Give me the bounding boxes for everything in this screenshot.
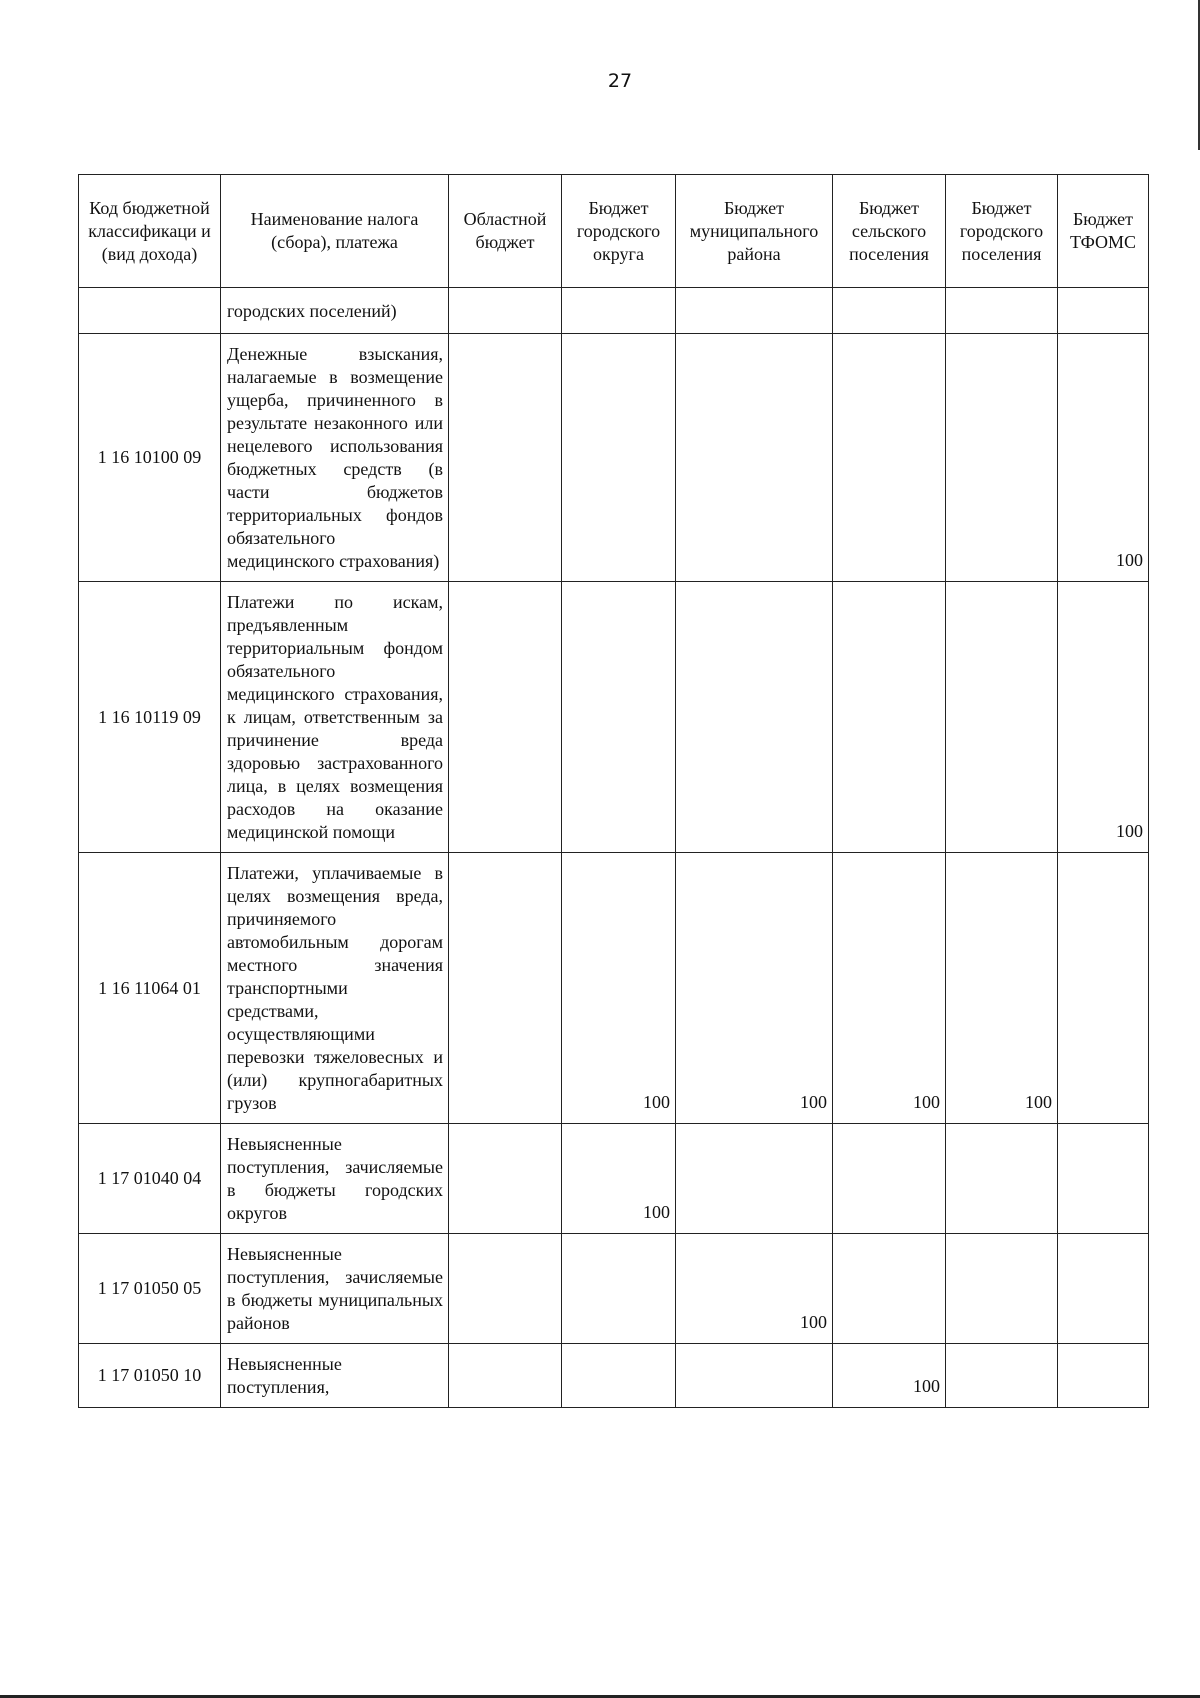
cell-tfoms: [1058, 1344, 1149, 1408]
cell-city-district: 100: [562, 1124, 676, 1234]
cell-rural-settlement: [833, 582, 946, 853]
cell-municipal-district: [676, 1344, 833, 1408]
cell-rural-settlement: [833, 288, 946, 334]
row-name: городских поселений): [221, 288, 449, 334]
table-row: [79, 1344, 1149, 1408]
page-number: 27: [607, 70, 633, 92]
cell-oblast: [449, 1344, 562, 1408]
cell-urban-settlement: [946, 1344, 1058, 1408]
row-code: 1 16 10100 09: [79, 334, 221, 582]
table-row: [79, 1234, 1149, 1344]
cell-city-district: [562, 1344, 676, 1408]
cell-rural-settlement: [833, 334, 946, 582]
cell-urban-settlement: [946, 288, 1058, 334]
cell-oblast: [449, 288, 562, 334]
cell-city-district: [562, 288, 676, 334]
cell-oblast: [449, 1234, 562, 1344]
header-city-district: Бюджет городского округа: [562, 175, 676, 288]
table-row: [79, 582, 1149, 853]
cell-tfoms: 100: [1058, 334, 1149, 582]
cell-rural-settlement: [833, 1234, 946, 1344]
cell-city-district: 100: [562, 853, 676, 1124]
budget-classification-table: [78, 174, 1149, 1408]
row-name: Денежные взыскания, налагаемые в возмещение ущерба, причиненного в результате незаконного или нецелевого использования бюджетных средств (в части бюджетов территориальных фондов обязательного медицинского страхования): [221, 334, 449, 582]
row-code: 1 17 01040 04: [79, 1124, 221, 1234]
cell-oblast: [449, 1124, 562, 1234]
header-tfoms: Бюджет ТФОМС: [1058, 175, 1149, 288]
cell-municipal-district: [676, 582, 833, 853]
cell-tfoms: [1058, 1234, 1149, 1344]
cell-oblast: [449, 853, 562, 1124]
cell-city-district: [562, 334, 676, 582]
row-name: Невыясненные поступления,: [221, 1344, 449, 1408]
cell-urban-settlement: [946, 1234, 1058, 1344]
cell-city-district: [562, 582, 676, 853]
cell-city-district: [562, 1234, 676, 1344]
row-name: Невыясненные поступления, зачисляемые в бюджеты городских округов: [221, 1124, 449, 1234]
cell-oblast: [449, 334, 562, 582]
row-code: [79, 288, 221, 334]
cell-rural-settlement: 100: [833, 1344, 946, 1408]
cell-municipal-district: [676, 288, 833, 334]
table-row: [79, 853, 1149, 1124]
cell-urban-settlement: [946, 334, 1058, 582]
row-code: 1 16 11064 01: [79, 853, 221, 1124]
cell-tfoms: [1058, 853, 1149, 1124]
header-urban-settlement: Бюджет городского поселения: [946, 175, 1058, 288]
cell-municipal-district: [676, 1124, 833, 1234]
cell-tfoms: [1058, 288, 1149, 334]
header-rural-settlement: Бюджет сельского поселения: [833, 175, 946, 288]
table-row: [79, 288, 1149, 334]
table-row: [79, 334, 1149, 582]
header-code: Код бюджетной классификаци и (вид дохода): [79, 175, 221, 288]
header-name: Наименование налога (сбора), платежа: [221, 175, 449, 288]
row-code: 1 17 01050 10: [79, 1344, 221, 1408]
row-code: 1 16 10119 09: [79, 582, 221, 853]
cell-rural-settlement: [833, 1124, 946, 1234]
cell-tfoms: 100: [1058, 582, 1149, 853]
row-code: 1 17 01050 05: [79, 1234, 221, 1344]
cell-municipal-district: 100: [676, 853, 833, 1124]
header-municipal-district: Бюджет муниципального района: [676, 175, 833, 288]
cell-rural-settlement: 100: [833, 853, 946, 1124]
table-header-row: [79, 175, 1149, 288]
cell-municipal-district: 100: [676, 1234, 833, 1344]
cell-urban-settlement: [946, 1124, 1058, 1234]
cell-tfoms: [1058, 1124, 1149, 1234]
cell-municipal-district: [676, 334, 833, 582]
cell-urban-settlement: 100: [946, 853, 1058, 1124]
table-row: [79, 1124, 1149, 1234]
row-name: Невыясненные поступления, зачисляемые в бюджеты муниципальных районов: [221, 1234, 449, 1344]
cell-urban-settlement: [946, 582, 1058, 853]
header-oblast: Областной бюджет: [449, 175, 562, 288]
row-name: Платежи, уплачиваемые в целях возмещения вреда, причиняемого автомобильным дорогам местного значения транспортными средствами, осуществляющими перевозки тяжеловесных и (или) крупногабаритных грузов: [221, 853, 449, 1124]
row-name: Платежи по искам, предъявленным территориальным фондом обязательного медицинского страхования, к лицам, ответственным за причинение вреда здоровью застрахованного лица, в целях возмещения расходов на оказание медицинской помощи: [221, 582, 449, 853]
cell-oblast: [449, 582, 562, 853]
